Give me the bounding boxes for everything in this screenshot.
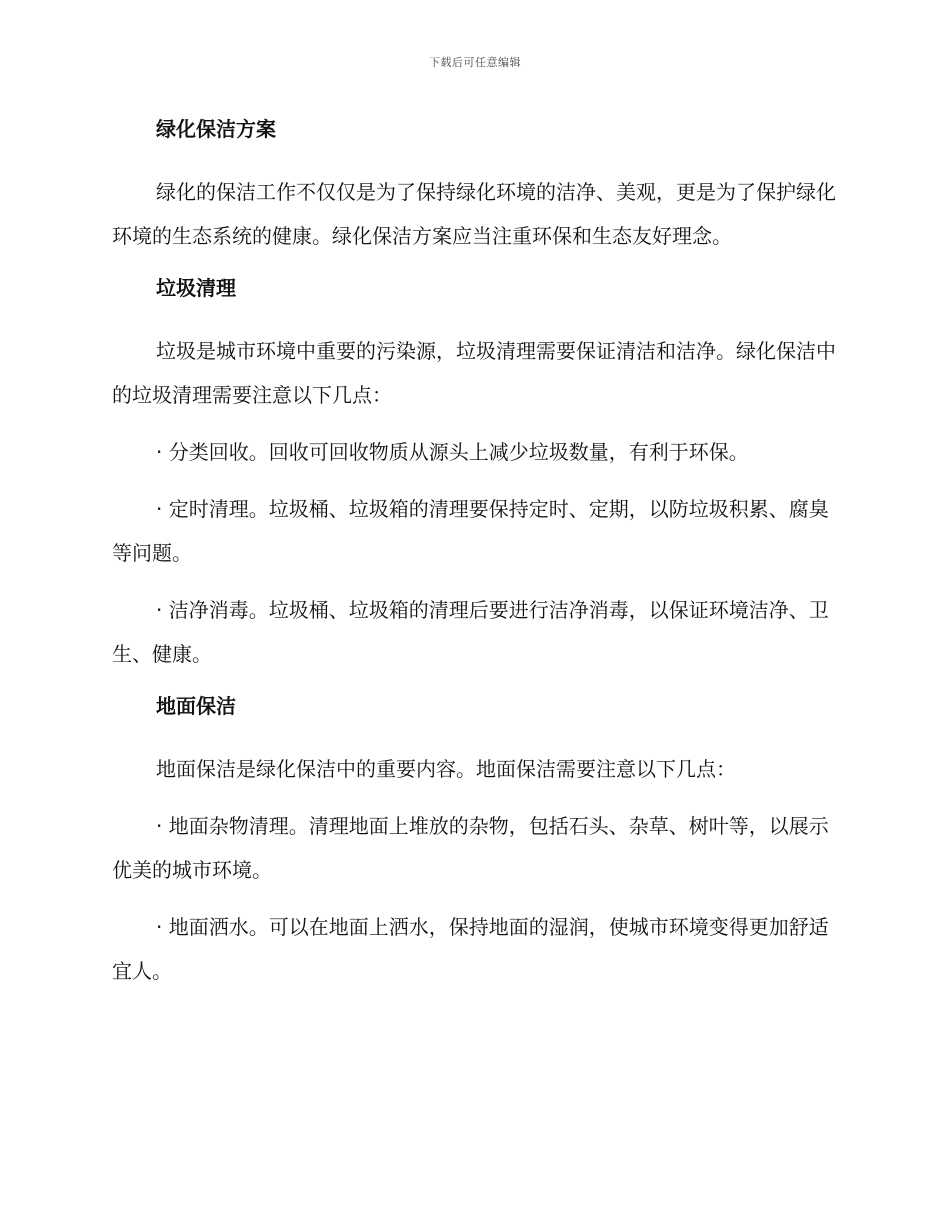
section-title-garbage: 垃圾清理 <box>156 276 236 300</box>
list-item-ground-watering: · 地面洒水。可以在地面上洒水，保持地面的湿润，使城市环境变得更加舒适宜人。 <box>112 915 829 983</box>
section-title-greening: 绿化保洁方案 <box>156 117 276 141</box>
list-item-disinfection: · 洁净消毒。垃圾桶、垃圾箱的清理后要进行洁净消毒，以保证环境洁净、卫生、健康。 <box>112 598 829 666</box>
document-body <box>112 112 838 1006</box>
list-item-sort-recycle: · 分类回收。回收可回收物质从源头上减少垃圾数量，有利于环保。 <box>156 440 749 464</box>
list-item-debris-cleanup: · 地面杂物清理。清理地面上堆放的杂物，包括石头、杂草、树叶等，以展示优美的城市环境。 <box>112 814 829 882</box>
paragraph-intro: 绿化的保洁工作不仅仅是为了保持绿化环境的洁净、美观，更是为了保护绿化环境的生态系统的健康。绿化保洁方案应当注重环保和生态友好理念。 <box>112 180 836 248</box>
page-header: 下载后可任意编辑 <box>429 56 521 69</box>
paragraph-ground-intro: 地面保洁是绿化保洁中的重要内容。地面保洁需要注意以下几点： <box>156 757 736 781</box>
list-item-scheduled-cleaning: · 定时清理。垃圾桶、垃圾箱的清理要保持定时、定期，以防垃圾积累、腐臭等问题。 <box>112 497 829 565</box>
paragraph-garbage-intro: 垃圾是城市环境中重要的污染源，垃圾清理需要保证清洁和洁净。绿化保洁中的垃圾清理需要注意以下几点： <box>112 339 836 407</box>
section-title-ground: 地面保洁 <box>156 694 236 718</box>
